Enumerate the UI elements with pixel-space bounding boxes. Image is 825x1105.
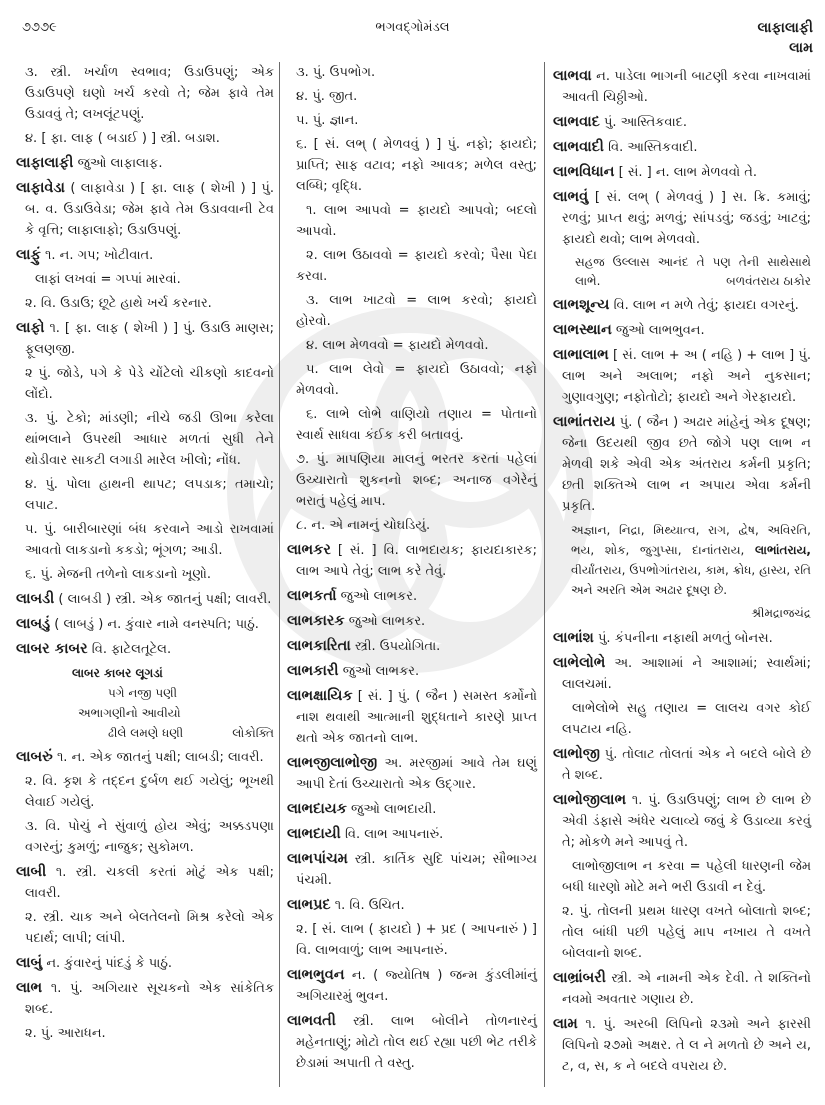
idiom: લાફાં લખવાં = ગપ્પાં મારવાં.	[35, 272, 181, 287]
sense: ૩. સ્ત્રી. ખર્ચાળ સ્વભાવ; ઉડાઉપણું; એક ઉડાઉપણે ઘણો ખર્ચ કરવો તે; જેમ ફાવે તેમ ઉડાવવું તે; લખલૂંટપણું.	[25, 65, 274, 122]
guide-word-first: લાફાલાફી	[757, 20, 813, 36]
dictionary-entry	[16, 178, 274, 241]
headword: લાભભુવન	[287, 967, 345, 983]
headword: લાફાલાફી	[16, 155, 74, 171]
verse-line: અભાગણીનો આવીયો	[78, 706, 181, 720]
book-title: ભગવદ્ગોમંડલ	[375, 20, 450, 35]
headword: લાભદાયી	[287, 826, 341, 842]
headword: લાભશૂન્ય	[553, 297, 610, 313]
headword: લાફું	[16, 247, 41, 263]
sense: ૭. પું. માપણિયા માલનું ભરતર કરતાં પહેલાં ઉચ્ચારાતો શુકનનો શબ્દ; અનાજ વગેરેનું ભરાતું પહેલું માપ.	[296, 452, 537, 509]
dictionary-entry	[287, 849, 537, 891]
headword: લાભોજીલાભ	[553, 792, 627, 808]
definition: જુઓ લાભકર.	[340, 589, 418, 604]
definition: ૧. ન. ગપ; ખોટીવાત.	[45, 248, 154, 263]
definition: ( લાફાવેડા ) [ ફા. લાફ ( શેખી ) ] પું. બ. વ. ઉડાઉવેડા; જેમ ફાવે તેમ ઉડાવવાની ટેવ કે વૃત્તિ; લાફાલાફો; ઉડાઉપણું.	[25, 181, 275, 238]
dictionary-entry	[553, 744, 811, 786]
idiom: ૩. લાભ ખાટવો = લાભ કરવો; ફાયદો હોરવો.	[296, 293, 537, 329]
dictionary-entry	[287, 586, 537, 607]
definition: ન. પાડેલા ભાગની બાટણી કરવા નાખવામાં આવતી ચિઠ્ઠીઓ.	[562, 69, 811, 105]
sense: ૨ પું. જોડે, પગે કે પેડે ચોંટેલો ચીકણો કાદવનો લોંદો.	[25, 366, 274, 402]
definition: ૧. પું. અગિયાર સૂચકનો એક સાંકેતિક શબ્દ.	[25, 981, 274, 1017]
headword: લાભવિધાન	[553, 164, 615, 180]
column-divider	[544, 62, 545, 1087]
dictionary-entry	[16, 639, 274, 660]
dictionary-entry	[553, 628, 811, 649]
dictionary-entry	[553, 968, 811, 1010]
dictionary-entry	[16, 318, 274, 360]
dictionary-entry	[553, 345, 811, 408]
headword: લાબડી	[16, 591, 55, 607]
dictionary-entry	[553, 412, 811, 517]
definition: જુઓ લાભકર.	[342, 664, 420, 679]
verse-quotation	[16, 663, 274, 743]
quote-source: લોકોક્તિ	[232, 726, 274, 740]
definition: પું. તોલાટ તોલતાં એક ને બદલે બોલે છે તે શબ્દ.	[562, 747, 811, 783]
definition: જુઓ લાભભુવન.	[615, 323, 705, 338]
dictionary-entry	[553, 295, 811, 316]
headword: લાભકર	[287, 542, 331, 558]
sense: ૨. પું. આરાધન.	[25, 1026, 106, 1041]
dictionary-entry	[553, 790, 811, 853]
dictionary-entry	[287, 1011, 537, 1074]
headword: લાભપાંચમ	[287, 851, 348, 867]
quote-text: સહજ ઉલ્લાસ આનંદ તે પણ તેની સાથેસાથે લાભે.	[575, 255, 811, 288]
dictionary-entry	[16, 747, 274, 768]
dictionary-entry	[16, 978, 274, 1020]
definition: ન. ( જ્યોતિષ ) જન્મ કુંડલીમાંનું અગિયારમું ભુવન.	[296, 968, 537, 1004]
headword: લાભેલોભે	[553, 655, 606, 671]
quotation	[553, 253, 811, 291]
definition: પું. ( જૈન ) અઢાર માંહેનું એક દૂષણ; જેના ઉદયથી જીવ છતે જોગે પણ લાભ ન મેળવી શકે એવી એક અંતરાય કર્મની પ્રકૃતિ; છતી શક્તિએ લાભ ન અપાય એવા કર્મની પ્રકૃતિ.	[562, 415, 811, 514]
dictionary-entry	[287, 540, 537, 582]
headword: લાભવાદી	[553, 139, 604, 155]
sense: ૩. પું. ટેકો; માંડણી; નીચે જડી ઊભા કરેલા થાંભલાને ઉપરથી આધાર મળતાં સુધી તેને થોડીવાર સાકટી લગાડી મારેલ ખીલો; નોંધ.	[25, 411, 274, 468]
definition: [ સં. ] ન. લાભ મેળવવો તે.	[618, 165, 757, 180]
definition: ૧. પું. અરબી લિપિનો ૨૩મો અને ફારસી લિપિનો ૨૭મો અક્ષર. તે લ ને મળતો છે અને ય, ટ, વ, સ, ક ને બદલે વપરાય છે.	[562, 1017, 811, 1074]
dictionary-entry	[553, 162, 811, 183]
definition: પું. આસ્તિકવાદ.	[603, 115, 688, 130]
definition: ૧. સ્ત્રી. ચકલી કરતાં મોટું એક પક્ષી; લાવરી.	[25, 865, 275, 901]
definition: પું. કંપનીના નફાથી મળતું બોનસ.	[598, 631, 773, 646]
headword: લાભપ્રદ	[287, 897, 331, 913]
definition: ૧. [ ફા. લાફ ( શેખી ) ] પું. ઉડાઉ માણસ; ફૂલણજી.	[25, 321, 274, 357]
column-1	[16, 62, 274, 1047]
definition: ૧. ન. એક જાતનું પક્ષી; લાબડી; લાવરી.	[56, 750, 264, 765]
dictionary-entry	[553, 137, 811, 158]
definition: જુઓ લાભદાયી.	[351, 802, 437, 817]
dictionary-entry	[16, 245, 274, 266]
definition: ( લાબડું ) ન. કુંવાર નામે વનસ્પતિ; પાઠું.	[54, 617, 259, 632]
definition: [ સં. લાભ + અ ( નહિ ) + લાભ ] પું. લાભ અને અલાભ; નફો અને નુકસાન; ગુણાવગુણ; નફોતોટો; ફાયદો અને ગેરફાયદો.	[562, 348, 811, 405]
verse-line	[16, 723, 274, 743]
verse-line: લાબર કાબર લૂગડાં	[72, 666, 163, 680]
sense: ૪. પું. જીત.	[296, 89, 358, 104]
headword: લાભોજી	[553, 746, 600, 762]
sense: ૬. [ સં. લભ્ ( મેળવવું ) ] પું. નફો; ફાયદો; પ્રાપ્તિ; સાફ વટાવ; નફો આવક; મળેલ વસ્તુ; લબ્ધિ; વૃદ્ધિ.	[296, 137, 537, 194]
definition: વિ. લાભ આપનારું.	[344, 827, 444, 842]
guide-word-last: લામ	[789, 40, 813, 56]
headword: લાફો	[16, 320, 45, 336]
headword: લાભાંતરાય	[553, 414, 616, 430]
dictionary-entry	[16, 953, 274, 974]
dictionary-entry	[287, 895, 537, 916]
idiom: લાભોજીલાભ ન કરવા = પહેલી ધારણની જેમ બધી ધારણો મોટે મને ભરી ઉડાવી ન દેવું.	[562, 859, 811, 895]
headword: લામ	[553, 1016, 578, 1032]
definition: જુઓ લાભકર.	[348, 614, 426, 629]
dictionary-entry	[287, 824, 537, 845]
headword: લાબી	[16, 864, 47, 880]
headword: લાભવા	[553, 68, 592, 84]
idiom: ૧. લાભ આપવો = ફાયદો આપવો; બદલો આપવો.	[296, 203, 537, 239]
dictionary-entry	[553, 66, 811, 108]
headword: લાભવતી	[287, 1013, 336, 1029]
quote-source: શ્રીમદ્રાજચંદ્ર	[751, 606, 811, 620]
idiom: ૪. લાભ મેળવવો = ફાયદો મેળવવો.	[306, 338, 489, 353]
column-3	[553, 62, 811, 1080]
headword: લાભ્રાંબરી	[553, 970, 606, 986]
quote-highlight: લાભાંતરાય,	[754, 543, 811, 557]
headword: લાભકર્તા	[287, 588, 337, 604]
sense: ૨. વિ. ઉડાઉ; છૂટે હાથે ખર્ચ કરનાર.	[25, 296, 212, 311]
headword: લાબું	[16, 955, 43, 971]
sense: ૩. વિ. પોચું ને સુંવાળું હોય એવું; અક્કડપણા વગરનું; કુમળું; નાજુક; સુકોમળ.	[25, 819, 274, 855]
sense: ૩. પું. ઉપભોગ.	[296, 65, 376, 80]
dictionary-entry	[287, 611, 537, 632]
idiom: ૨. લાભ ઉઠાવવો = ફાયદો કરવો; પૈસા પેદા કરવા.	[296, 248, 537, 284]
definition: સ્ત્રી. લાભ બોલીને તોળનારનું મહેનતાણું; મોટો તોલ થઈ રહ્યા પછી ભેટ તરીકે છેડામાં અપાતી તે વસ્તુ.	[296, 1014, 537, 1071]
definition: જુઓ લાફાલાફ.	[77, 156, 163, 171]
quote-source: બળવંતરાય ઠાકોર	[726, 274, 811, 288]
headword: લાબડું	[16, 616, 51, 632]
dictionary-entry	[287, 661, 537, 682]
sense: ૫. પું. બારીબારણાં બંધ કરવાને આડો રાખવામાં આવતો લાકડાનો કકડો; ભૂંગળ; આડી.	[25, 522, 274, 558]
definition: સ્ત્રી. કાર્તિક સુદિ પાંચમ; સૌભાગ્ય પંચમી.	[296, 852, 537, 888]
sense: ૨. વિ. કૃશ કે તદ્દન દુર્બળ થઈ ગયેલું; ભૂખથી લેવાઈ ગયેલું.	[25, 774, 274, 810]
dictionary-entry	[553, 187, 811, 250]
sense: ૪. પું. પોલા હાથની થાપટ; લપડાક; તમાચો; લપાટ.	[25, 477, 274, 513]
column-divider	[279, 62, 280, 1087]
verse-line: પગે નજી પણી	[108, 686, 178, 700]
definition: ન. કુંવારનું પાંદડું કે પાઠું.	[46, 956, 173, 971]
verse-line-text: ઢીલે લમણે ધણી	[108, 726, 184, 740]
dictionary-entry	[553, 112, 811, 133]
definition: વિ. ફાટેલતૂટેલ.	[91, 642, 172, 657]
sense: ૨. [ સં. લાભ ( ફાયદો ) + પ્રદ ( આપનારું ) ] વિ. લાભવાળું; લાભ આપનારું.	[296, 922, 537, 958]
definition: [ સં. લભ્ ( મેળવવું ) ] સ. ક્રિ. કમાવું; રળવું; પ્રાપ્ત થવું; મળવું; સાંપડવું; જડવું; ખાટવું; ફાયદો થવો; લાભ મેળવવો.	[562, 190, 811, 247]
dictionary-entry	[553, 1014, 811, 1077]
definition: સ્ત્રી. ઉપયોગિતા.	[354, 639, 441, 654]
definition: અ. મરજીમાં આવે તેમ ઘણું આપી દેતાં ઉચ્ચારાતો એક ઉદ્ગાર.	[296, 756, 537, 792]
headword: લાભકારિતા	[287, 638, 351, 654]
dictionary-entry	[287, 636, 537, 657]
sense: ૨. પું. તોલની પ્રથમ ધારણ વખતે બોલાતો શબ્દ; તોલ બાંધી પછી પહેલું માપ નખાય તે વખતે બોલવાનો શબ્દ.	[562, 904, 811, 961]
definition: ૧. પું. ઉડાઉપણું; લાભ છે લાભ છે એવી ડંફાસે અંધેર ચલાવ્યે જવું કે ઉડાવ્યા કરવું તે; મોકળે મને આપવું તે.	[562, 793, 812, 850]
headword: લાભદાયક	[287, 801, 347, 817]
idiom: ૬. લાભે લોભે વાણિયો તણાય = પોતાનો સ્વાર્થ સાધવા કંઈક કરી બતાવવું.	[296, 407, 537, 443]
headword: લાભસ્થાન	[553, 322, 612, 338]
definition: ૧. વિ. ઉચિત.	[334, 898, 405, 913]
headword: લાભ	[16, 980, 43, 996]
definition: વિ. લાભ ન મળે તેવું; ફાયદા વગરનું.	[613, 298, 799, 313]
definition: ( લાબડી ) સ્ત્રી. એક જાતનું પક્ષી; લાવરી.	[58, 592, 272, 607]
headword: લાભજીલાભોજી	[287, 755, 378, 771]
sense: ૮. ન. એ નામનું ચોઘડિયું.	[296, 518, 431, 533]
quote-text: અજ્ઞાન, નિદ્રા, મિથ્યાત્વ, રાગ, દ્વેષ, અવિરતિ, ભય, શોક, જુગુપ્સા, દાનાંતરાય,	[571, 523, 811, 557]
headword: લાભકારક	[287, 613, 345, 629]
dictionary-entry	[16, 589, 274, 610]
dictionary-entry	[287, 799, 537, 820]
headword: લાભવું	[553, 189, 589, 205]
dictionary-entry	[16, 862, 274, 904]
dictionary-entry	[16, 614, 274, 635]
definition: વિ. આસ્તિકવાદી.	[608, 140, 698, 155]
definition: [ સં. ] પું. ( જૈન ) સમસ્ત કર્મોનો નાશ થવાથી આત્માની શુદ્ધતાને કારણે પ્રાપ્ત થતો એક જાતનો લાભ.	[296, 689, 538, 746]
dictionary-entry	[287, 965, 537, 1007]
quote-text: વીર્યાંતરાય, ઉપભોગાંતરાય, કામ, ક્રોધ, હાસ્ય, રતિ અને અરતિ એમ અઢાર દૂષણ છે.	[571, 563, 811, 597]
dictionary-entry	[553, 320, 811, 341]
quotation	[553, 520, 811, 600]
definition: [ સં. ] વિ. લાભદાયક; ફાયદાકારક; લાભ આપે તેવું; લાભ કરે તેવું.	[296, 543, 537, 579]
definition: અ. આશામાં ને આશામાં; સ્વાર્થમાં; લાલચમાં.	[562, 656, 811, 692]
sense: ૪. [ ફા. લાફ ( બડાઈ ) ] સ્ત્રી. બડાશ.	[25, 131, 220, 146]
headword: લાભાલાભ	[553, 347, 609, 363]
definition: સ્ત્રી. એ નામની એક દેવી. તે શક્તિનો નવમો અવતાર ગણાય છે.	[562, 971, 811, 1007]
dictionary-entry	[553, 653, 811, 695]
idiom: ૫. લાભ લેવો = ફાયદો ઉઠાવવો; નફો મેળવવો.	[296, 362, 537, 398]
dictionary-entry	[287, 686, 537, 749]
headword: લાભકારી	[287, 663, 339, 679]
headword: લાફાવેડા	[16, 180, 65, 196]
headword: લાબર કાબર	[16, 641, 88, 657]
idiom: લાભેલોભે સહુ તણાય = લાલચ વગર કોઈ લપટાય નહિ.	[562, 701, 811, 737]
headword: લાભક્ષાયિક	[287, 688, 353, 704]
dictionary-entry	[287, 753, 537, 795]
page-number: ૭૭૭૯	[22, 20, 57, 35]
sense: ૫. પું. જ્ઞાન.	[296, 113, 359, 128]
guide-words	[758, 18, 813, 58]
column-2	[287, 62, 537, 1077]
headword: લાબરું	[16, 749, 53, 765]
headword: લાભાંશ	[553, 630, 594, 646]
sense: ૬. પું. મેજની તળેનો લાકડાનો ખૂણો.	[25, 567, 212, 582]
dictionary-entry	[16, 153, 274, 174]
headword: લાભવાદ	[553, 114, 600, 130]
sense: ૨. સ્ત્રી. ચાક અને બેલતેલનો મિશ્ર કરેલો એક પદાર્થ; લાપી; લાંપી.	[25, 910, 274, 946]
